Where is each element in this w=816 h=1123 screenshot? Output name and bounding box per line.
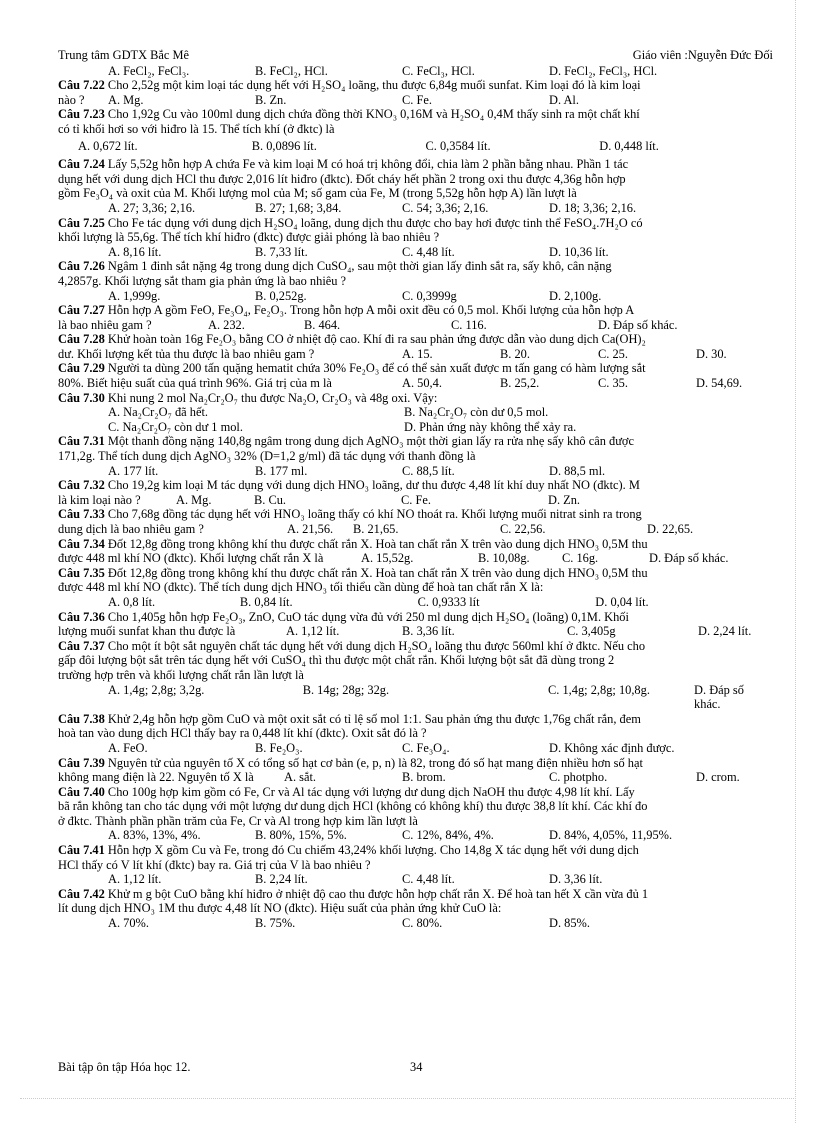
option-a: A. 1,12 lít. bbox=[108, 872, 162, 887]
question-text: Cho một ít bột sắt nguyên chất tác dụng hết với dung dịch H₂SO₄ loãng thu được 560ml khí ở đktc. Nếu cho bbox=[104, 638, 646, 653]
question-number: Câu 7.27 bbox=[58, 303, 105, 318]
question-7-29 bbox=[58, 361, 773, 376]
question-number: Câu 7.37 bbox=[58, 638, 105, 653]
question-text: Khử 2,4g hỗn hợp gồm CuO và một oxit sắt có tỉ lệ số mol 1:1. Sau phản ứng thu được 1,76g chất rắn, đem bbox=[104, 711, 641, 726]
question-7-40 bbox=[58, 785, 773, 800]
question-text: Đốt 12,8g đồng trong không khí thu được chất rắn X. Hoà tan chất rắn X trên vào dung dịch HNO₃ 0,5M thu bbox=[104, 536, 648, 551]
options-row bbox=[58, 405, 773, 420]
option-d: D. 2,100g. bbox=[549, 288, 602, 303]
question-text: 171,2g. Thể tích dung dịch AgNO₃ 32% (D=1,2 g/ml) đã tác dụng với thanh đồng là bbox=[58, 449, 476, 464]
option-c: C. Fe. bbox=[402, 92, 432, 107]
option-b: B. 0,84 lít. bbox=[239, 594, 293, 609]
question-7-39 bbox=[58, 756, 773, 771]
question-number: Câu 7.32 bbox=[58, 478, 105, 493]
question-text: là kim loại nào ? bbox=[58, 492, 141, 507]
question-text: được 448 ml khí NO (đktc). Thể tích dung dịch HNO₃ tối thiểu cần dùng để hoà tan chất rắn X là: bbox=[58, 580, 544, 595]
option-c: C. 88,5 lít. bbox=[402, 463, 455, 478]
question-text: Cho 19,2g kim loại M tác dụng với dung dịch HNO₃ loãng, dư thu được 4,48 lít khí duy nhất NO (đktc). M bbox=[104, 478, 640, 493]
option-b: B. brom. bbox=[402, 770, 446, 785]
option-c: C. 0,3584 lít. bbox=[425, 138, 491, 153]
question-7-23 bbox=[58, 107, 773, 122]
page-footer bbox=[58, 1060, 773, 1075]
option-d: D. Zn. bbox=[548, 492, 581, 507]
option-c: C. 116. bbox=[451, 317, 487, 332]
option-b: B. 2,24 lít. bbox=[255, 872, 308, 887]
options-row bbox=[58, 683, 773, 712]
options-row bbox=[58, 139, 773, 154]
question-7-37 bbox=[58, 639, 773, 654]
option-b: B. 3,36 lít. bbox=[402, 624, 455, 639]
option-a: A. 1,12 lít. bbox=[286, 624, 340, 639]
option-b: B. 7,33 lít. bbox=[255, 244, 308, 259]
options-row bbox=[58, 245, 773, 260]
question-text: dư. Khối lượng kết tủa thu được là bao nhiêu gam ? bbox=[58, 346, 315, 361]
option-c: C. 4,48 lít. bbox=[402, 244, 455, 259]
option-d: D. FeCl₂, FeCl₃, HCl. bbox=[549, 63, 658, 78]
question-7-31 bbox=[58, 434, 773, 449]
question-text: ở đktc. Thành phần phần trăm của Fe, Cr và Al trong hợp kim lần lượt là bbox=[58, 813, 418, 828]
question-text: Cho 100g hợp kim gồm có Fe, Cr và Al tác dụng với lượng dư dung dịch NaOH thu được 4,98 lít khí. Lấy bbox=[104, 784, 635, 799]
question-text: Nguyên tử của nguyên tố X có tổng số hạt cơ bản (e, p, n) là 82, trong đó số hạt mang điện nhiều hơn số hạt bbox=[104, 755, 643, 770]
question-number: Câu 7.30 bbox=[58, 390, 105, 405]
option-d: D. Không xác định được. bbox=[549, 740, 675, 755]
question-text: Lấy 5,52g hỗn hợp A chứa Fe và kim loại M có hoá trị không đổi, chia làm 2 phần bằng nhau. Phần 1 tác bbox=[104, 157, 629, 172]
option-c: C. 35. bbox=[598, 376, 628, 391]
options-row bbox=[58, 872, 773, 887]
option-a: A. 177 lít. bbox=[108, 463, 159, 478]
question-text: 4,2857g. Khối lượng sắt tham gia phản ứng là bao nhiêu ? bbox=[58, 273, 347, 288]
question-7-32 bbox=[58, 478, 773, 493]
question-text: Người ta dùng 200 tấn quặng hematit chứa 30% Fe₂O₃ để có thể sản xuất được m tấn gang có hàm lượng sắt bbox=[104, 361, 646, 376]
question-number: Câu 7.26 bbox=[58, 259, 105, 274]
option-a: A. 15,52g. bbox=[361, 551, 414, 566]
option-a: A. FeCl₂, FeCl₃. bbox=[108, 63, 190, 78]
question-number: Câu 7.34 bbox=[58, 536, 105, 551]
question-text: Cho Fe tác dụng với dung dịch H₂SO₄ loãng, dung dịch thu được cho bay hơi được tinh thể FeSO₄.7H₂O có bbox=[104, 215, 643, 230]
question-text: gồm Fe₃O₄ và oxit của M. Khối lượng mol của M; số gam của Fe, M (trong 5,52g hỗn hợp A) lần lượt là bbox=[58, 186, 577, 201]
options-row bbox=[58, 64, 773, 79]
option-d: D. 0,04 lít. bbox=[595, 594, 649, 609]
question-text: Ngâm 1 đinh sắt nặng 4g trong dung dịch CuSO₄, sau một thời gian lấy đinh sắt ra, sấy khô, cân nặng bbox=[104, 259, 612, 274]
question-text: nào ? bbox=[58, 92, 85, 107]
option-b: B. 20. bbox=[500, 346, 530, 361]
question-text: có tỉ khối hơi so với hiđro là 15. Thể tích khí (ở đktc) là bbox=[58, 121, 335, 136]
option-a: A. Mg. bbox=[108, 92, 144, 107]
option-c: C. FeCl₃, HCl. bbox=[402, 63, 475, 78]
question-7-34 bbox=[58, 537, 773, 552]
question-text: bã rắn không tan cho tác dụng với một lượng dư dung dịch HCl (không có không khí) thu được 38,8 lít khí. Các khí đo bbox=[58, 799, 648, 814]
question-number: Câu 7.28 bbox=[58, 332, 105, 347]
question-number: Câu 7.31 bbox=[58, 434, 105, 449]
page-header bbox=[58, 48, 773, 63]
option-c: C. 54; 3,36; 2,16. bbox=[402, 200, 489, 215]
question-7-22 bbox=[58, 78, 773, 93]
option-a: A. 27; 3,36; 2,16. bbox=[108, 200, 196, 215]
option-a: A. 1,4g; 2,8g; 3,2g. bbox=[108, 682, 205, 697]
teacher-name: Giáo viên :Nguyễn Đức Đối bbox=[632, 48, 773, 62]
option-a: A. 70%. bbox=[108, 916, 149, 931]
options-row bbox=[58, 916, 773, 931]
question-line bbox=[58, 376, 773, 391]
option-c: C. 3,405g bbox=[567, 624, 616, 639]
question-text: Khử hoàn toàn 16g Fe₂O₃ bằng CO ở nhiệt độ cao. Khí đi ra sau phản ứng được dẫn vào dung dịch Ca(OH)₂ bbox=[104, 332, 646, 347]
question-text: 80%. Biết hiệu suất của quá trình 96%. Giá trị của m là bbox=[58, 376, 332, 391]
option-b: B. 10,08g. bbox=[478, 551, 530, 566]
question-line bbox=[58, 551, 773, 566]
option-d: D. Đáp số khác. bbox=[694, 682, 744, 712]
question-line bbox=[58, 770, 773, 785]
option-d: D. Phản ứng này không thể xảy ra. bbox=[404, 419, 577, 434]
option-a: A. 1,999g. bbox=[108, 288, 161, 303]
option-c: C. 4,48 lít. bbox=[402, 872, 455, 887]
option-b: B. 177 ml. bbox=[255, 463, 308, 478]
option-b: B. Cu. bbox=[254, 492, 287, 507]
option-b: B. 80%, 15%, 5%. bbox=[255, 828, 347, 843]
option-a: A. 0,8 lít. bbox=[108, 594, 156, 609]
question-text: dụng hết với dung dịch HCl thu được 2,016 lít hiđro (đktc). Đốt cháy hết phần 2 trong oxi thu được 4,36g hỗn hợp bbox=[58, 171, 626, 186]
option-c: C. 12%, 84%, 4%. bbox=[402, 828, 494, 843]
options-row bbox=[58, 289, 773, 304]
option-b: B. 14g; 28g; 32g. bbox=[302, 682, 390, 697]
option-d: D. 2,24 lít. bbox=[698, 624, 752, 639]
question-text: Hỗn hợp A gồm FeO, Fe₃O₄, Fe₂O₃. Trong hỗn hợp A mỗi oxit đều có 0,5 mol. Khối lượng của hỗn hợp A bbox=[104, 303, 635, 318]
question-line bbox=[58, 493, 773, 508]
option-c: C. 0,3999g bbox=[402, 288, 457, 303]
question-text: là bao nhiêu gam ? bbox=[58, 317, 152, 332]
question-line bbox=[58, 522, 773, 537]
option-a: A. 50,4. bbox=[402, 376, 442, 391]
option-d: D. Al. bbox=[549, 92, 579, 107]
option-c: C. 80%. bbox=[402, 916, 443, 931]
question-text: hoà tan vào dung dịch HCl thấy bay ra 0,448 lít khí (đktc). Oxit sắt đó là ? bbox=[58, 726, 427, 741]
option-c: C. 1,4g; 2,8g; 10,8g. bbox=[548, 682, 650, 697]
question-number: Câu 7.33 bbox=[58, 507, 105, 522]
option-b: B. 75%. bbox=[255, 916, 296, 931]
question-number: Câu 7.40 bbox=[58, 784, 105, 799]
option-d: D. 85%. bbox=[549, 916, 590, 931]
question-text: Cho 2,52g một kim loại tác dụng hết với H₂SO₄ loãng, thu được 6,84g muối sunfat. Kim loại đó là kim loại bbox=[104, 78, 641, 93]
worksheet-page bbox=[58, 48, 773, 931]
question-text: Cho 1,405g hỗn hợp Fe₂O₃, ZnO, CuO tác dụng vừa đủ với 250 ml dung dịch H₂SO₄ (loãng) 0,1M. Khối bbox=[104, 609, 629, 624]
option-a: A. sắt. bbox=[284, 770, 317, 785]
option-a: A. 21,56. bbox=[287, 522, 334, 536]
question-7-30 bbox=[58, 391, 773, 406]
option-b: B. 21,65. bbox=[353, 522, 399, 536]
page-number: 34 bbox=[410, 1060, 423, 1074]
option-d: D. 3,36 lít. bbox=[549, 872, 603, 887]
question-number: Câu 7.41 bbox=[58, 843, 105, 858]
question-7-36 bbox=[58, 610, 773, 625]
question-text: trường hợp trên và khối lượng chất rắn lần lượt là bbox=[58, 667, 304, 682]
page-border-right bbox=[795, 0, 796, 1123]
question-text: Đốt 12,8g đồng trong không khí thu được chất rắn X. Hoà tan chất rắn X trên vào dung dịch HNO₃ 0,5M thu bbox=[104, 565, 648, 580]
question-text: Hỗn hợp X gồm Cu và Fe, trong đó Cu chiếm 43,24% khối lượng. Cho 14,8g X tác dụng hết với dung dịch bbox=[104, 843, 639, 858]
question-text: gấp đôi lượng bột sắt trên tác dụng hết với CuSO₄ thì thu được một chất rắn. Khối lượng bột sắt đã dùng trong 2 bbox=[58, 653, 615, 668]
option-d: D. 30. bbox=[696, 346, 727, 361]
center-name: Trung tâm GDTX Bắc Mê bbox=[58, 48, 190, 62]
option-a: A. Na₂Cr₂O₇ đã hết. bbox=[108, 405, 209, 420]
question-text: Khử m g bột CuO bằng khí hiđro ở nhiệt độ cao thu được hỗn hợp chất rắn X. Để hoà tan hết X cần vừa đủ 1 bbox=[104, 886, 649, 901]
option-d: D. 84%, 4,05%, 11,95%. bbox=[549, 828, 673, 843]
option-a: A. 83%, 13%, 4%. bbox=[108, 828, 201, 843]
options-row bbox=[58, 595, 773, 610]
option-b: B. FeCl₂, HCl. bbox=[255, 63, 328, 78]
question-number: Câu 7.25 bbox=[58, 215, 105, 230]
options-row bbox=[58, 464, 773, 479]
option-d: D. 18; 3,36; 2,16. bbox=[549, 200, 637, 215]
question-7-27 bbox=[58, 303, 773, 318]
question-7-25 bbox=[58, 216, 773, 231]
question-7-33 bbox=[58, 507, 773, 522]
question-number: Câu 7.29 bbox=[58, 361, 105, 376]
option-c: C. 0,9333 lít bbox=[417, 594, 480, 609]
option-b: B. Na₂Cr₂O₇ còn dư 0,5 mol. bbox=[404, 405, 549, 420]
question-line bbox=[58, 318, 773, 333]
options-row bbox=[58, 420, 773, 435]
question-7-28 bbox=[58, 332, 773, 347]
option-c: C. Fe₃O₄. bbox=[402, 740, 450, 755]
option-d: D. crom. bbox=[696, 770, 740, 785]
option-a: A. 8,16 lít. bbox=[108, 244, 162, 259]
question-text: dung dịch là bao nhiêu gam ? bbox=[58, 522, 204, 536]
option-c: C. 22,56. bbox=[500, 522, 546, 536]
option-b: B. 25,2. bbox=[500, 376, 540, 391]
question-text: Khi nung 2 mol Na₂Cr₂O₇ thu được Na₂O, Cr₂O₃ và 48g oxi. Vậy: bbox=[104, 390, 438, 405]
question-text: được 448 ml khí NO (đktc). Khối lượng chất rắn X là bbox=[58, 551, 324, 566]
option-a: A. 0,672 lít. bbox=[78, 138, 138, 153]
page-border-bottom bbox=[20, 1098, 796, 1099]
question-text: lít dung dịch HNO₃ 1M thu được 4,48 lít NO (đktc). Hiệu suất của phản ứng khử CuO là: bbox=[58, 901, 502, 916]
question-text: Cho 1,92g Cu vào 100ml dung dịch chứa đồng thời KNO₃ 0,16M và H₂SO₄ 0,4M thấy sinh ra một chất khí bbox=[104, 107, 640, 122]
question-number: Câu 7.23 bbox=[58, 107, 105, 122]
option-d: D. Đáp số khác. bbox=[598, 317, 678, 332]
option-a: A. 232. bbox=[208, 317, 245, 332]
option-b: B. Zn. bbox=[255, 92, 287, 107]
question-7-35 bbox=[58, 566, 773, 581]
question-number: Câu 7.39 bbox=[58, 755, 105, 770]
option-c: C. Fe. bbox=[401, 492, 431, 507]
options-row bbox=[58, 828, 773, 843]
option-b: B. 0,0896 lít. bbox=[251, 138, 317, 153]
question-7-42 bbox=[58, 887, 773, 902]
question-line bbox=[58, 93, 773, 108]
footer-title: Bài tập ôn tập Hóa học 12. bbox=[58, 1060, 191, 1074]
option-a: A. Mg. bbox=[176, 492, 212, 507]
option-b: B. 464. bbox=[304, 317, 341, 332]
question-line bbox=[58, 624, 773, 639]
option-d: D. 22,65. bbox=[647, 522, 694, 536]
question-text: khối lượng là 55,6g. Thể tích khí hiđro (đktc) được giải phóng là bao nhiêu ? bbox=[58, 230, 440, 245]
option-d: D. Đáp số khác. bbox=[649, 551, 729, 566]
question-number: Câu 7.38 bbox=[58, 711, 105, 726]
option-c: C. 25. bbox=[598, 346, 628, 361]
question-line bbox=[58, 347, 773, 362]
option-d: D. 10,36 lít. bbox=[549, 244, 609, 259]
question-7-24 bbox=[58, 157, 773, 172]
option-d: D. 54,69. bbox=[696, 376, 743, 391]
question-number: Câu 7.22 bbox=[58, 78, 105, 93]
option-d: D. 0,448 lít. bbox=[599, 138, 659, 153]
question-number: Câu 7.36 bbox=[58, 609, 105, 624]
question-text: Cho 7,68g đồng tác dụng hết với HNO₃ loãng thấy có khí NO thoát ra. Khối lượng muối nitrat sinh ra trong bbox=[104, 507, 642, 522]
question-number: Câu 7.24 bbox=[58, 157, 105, 172]
option-b: B. 0,252g. bbox=[255, 288, 307, 303]
question-text: HCl thấy có V lít khí (đktc) bay ra. Giá trị của V là bao nhiêu ? bbox=[58, 857, 371, 872]
question-text: Một thanh đồng nặng 140,8g ngâm trong dung dịch AgNO₃ một thời gian lấy ra rửa nhẹ sấy khô cân được bbox=[104, 434, 634, 449]
option-c: C. Na₂Cr₂O₇ còn dư 1 mol. bbox=[108, 419, 243, 434]
option-a: A. 15. bbox=[402, 346, 433, 361]
question-text: không mang điện là 22. Nguyên tố X là bbox=[58, 770, 254, 785]
question-text: lượng muối sunfat khan thu được là bbox=[58, 624, 236, 639]
question-number: Câu 7.35 bbox=[58, 565, 105, 580]
question-number: Câu 7.42 bbox=[58, 886, 105, 901]
option-d: D. 88,5 ml. bbox=[549, 463, 606, 478]
question-7-41 bbox=[58, 843, 773, 858]
options-row bbox=[58, 741, 773, 756]
question-7-26 bbox=[58, 259, 773, 274]
option-b: B. 27; 1,68; 3,84. bbox=[255, 200, 342, 215]
option-c: C. 16g. bbox=[562, 551, 599, 566]
option-b: B. Fe₂O₃. bbox=[255, 740, 303, 755]
question-7-38 bbox=[58, 712, 773, 727]
option-c: C. photpho. bbox=[549, 770, 608, 785]
option-a: A. FeO. bbox=[108, 740, 148, 755]
options-row bbox=[58, 201, 773, 216]
